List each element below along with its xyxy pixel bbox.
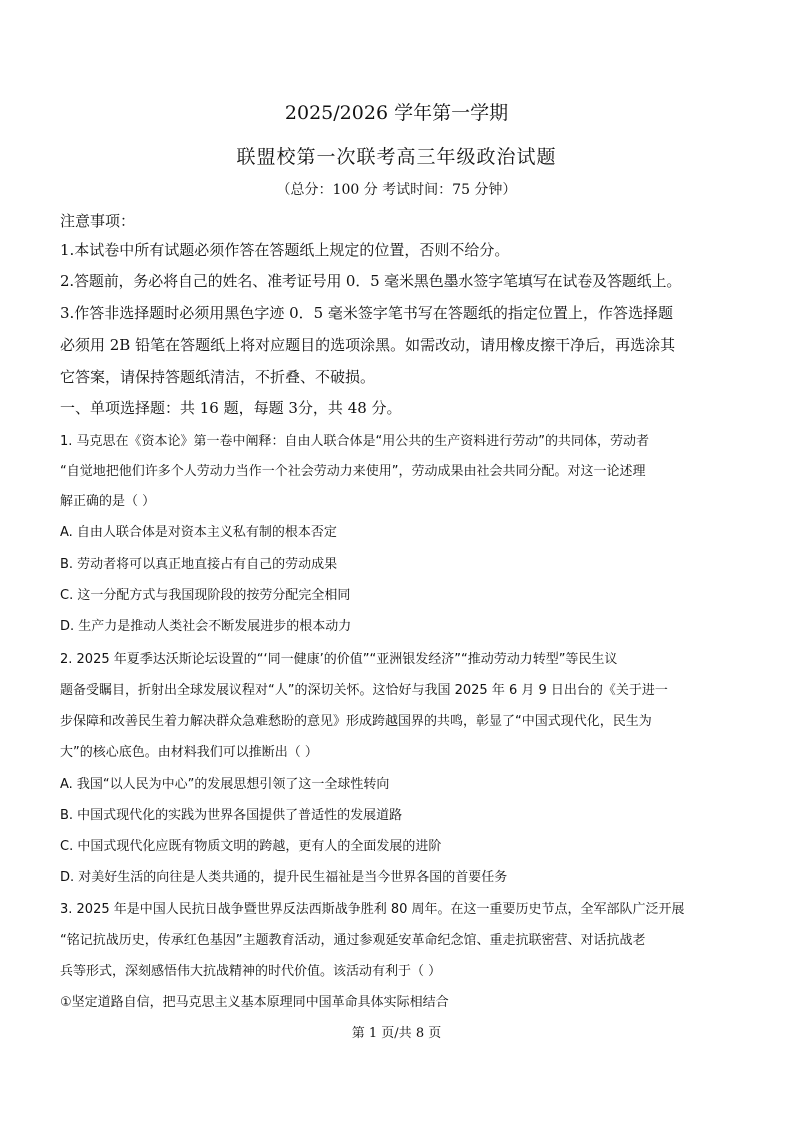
question-2-option-b: B. 中国式现代化的实践为世界各国提供了普适性的发展道路 bbox=[60, 808, 403, 823]
exam-term-title: 2025/2026 学年第一学期 bbox=[284, 102, 509, 124]
page-footer: 第 1 页/共 8 页 bbox=[351, 1026, 442, 1041]
question-3-option-1: ①坚定道路自信，把马克思主义基本原理同中国革命具体实际相结合 bbox=[60, 995, 449, 1010]
section-heading: 一、单项选择题：共 16 题，每题 3分，共 48 分。 bbox=[60, 399, 402, 417]
question-1-option-c: C. 这一分配方式与我国现阶段的按劳分配完全相同 bbox=[60, 588, 351, 603]
question-1-stem-line: 1. 马克思在《资本论》第一卷中阐释：自由人联合体是“用公共的生产资料进行劳动”的共同体，劳动者 bbox=[60, 434, 650, 449]
question-1-stem-line: 解正确的是（ ） bbox=[60, 494, 156, 509]
exam-score-time: （总分：100 分 考试时间：75 分钟） bbox=[276, 182, 517, 198]
question-1-option-d: D. 生产力是推动人类社会不断发展进步的根本动力 bbox=[60, 619, 352, 634]
question-3-stem-line: 兵等形式，深刻感悟伟大抗战精神的时代价值。该活动有利于（ ） bbox=[60, 964, 442, 979]
question-1-option-a: A. 自由人联合体是对资本主义私有制的根本否定 bbox=[60, 525, 337, 540]
note-line: 3.作答非选择题时必须用黑色字迹 0．5 毫米签字笔书写在答题纸的指定位置上，作答选择题 bbox=[60, 304, 673, 322]
exam-main-title: 联盟校第一次联考高三年级政治试题 bbox=[236, 146, 557, 168]
question-1-stem-line: “自觉地把他们许多个人劳动力当作一个社会劳动力来使用”，劳动成果由社会共同分配。对这一论述理 bbox=[60, 464, 646, 479]
question-1-option-b: B. 劳动者将可以真正地直接占有自己的劳动成果 bbox=[60, 557, 338, 572]
question-2-stem-line: 大”的核心底色。由材料我们可以推断出（ ） bbox=[60, 745, 318, 760]
question-3-stem-line: “铭记抗战历史，传承红色基因”主题教育活动，通过参观延安革命纪念馆、重走抗联密营、对话抗战老 bbox=[60, 933, 646, 948]
note-line: 1.本试卷中所有试题必须作答在答题纸上规定的位置，否则不给分。 bbox=[60, 241, 510, 259]
question-2-stem-line: 2. 2025 年夏季达沃斯论坛设置的“‘同一健康’的价值”“亚洲银发经济”“推动劳动力转型”等民生议 bbox=[60, 652, 618, 667]
question-2-option-a: A. 我国“以人民为中心”的发展思想引领了这一全球性转向 bbox=[60, 777, 390, 792]
question-2-option-c: C. 中国式现代化应既有物质文明的跨越，更有人的全面发展的进阶 bbox=[60, 839, 442, 854]
notes-heading: 注意事项： bbox=[60, 212, 136, 230]
note-line: 2.答题前，务必将自己的姓名、准考证号用 0．5 毫米黑色墨水签字笔填写在试卷及答题纸上。 bbox=[60, 272, 682, 290]
question-2-stem-line: 步保障和改善民生着力解决群众急难愁盼的意见》形成跨越国界的共鸣，彰显了“中国式现代化，民生为 bbox=[60, 714, 652, 729]
question-2-stem-line: 题备受瞩目，折射出全球发展议程对“人”的深切关怀。这恰好与我国 2025 年 6 月 9 日出台的《关于进一 bbox=[60, 683, 668, 698]
note-line: 它答案，请保持答题纸清洁，不折叠、不破损。 bbox=[60, 368, 376, 386]
note-line: 必须用 2B 铅笔在答题纸上将对应题目的选项涂黑。如需改动，请用橡皮擦干净后，再选涂其 bbox=[60, 336, 676, 354]
question-3-stem-line: 3. 2025 年是中国人民抗日战争暨世界反法西斯战争胜利 80 周年。在这一重要历史节点，全军部队广泛开展 bbox=[60, 902, 685, 917]
question-2-option-d: D. 对美好生活的向往是人类共通的，提升民生福祉是当今世界各国的首要任务 bbox=[60, 870, 508, 885]
